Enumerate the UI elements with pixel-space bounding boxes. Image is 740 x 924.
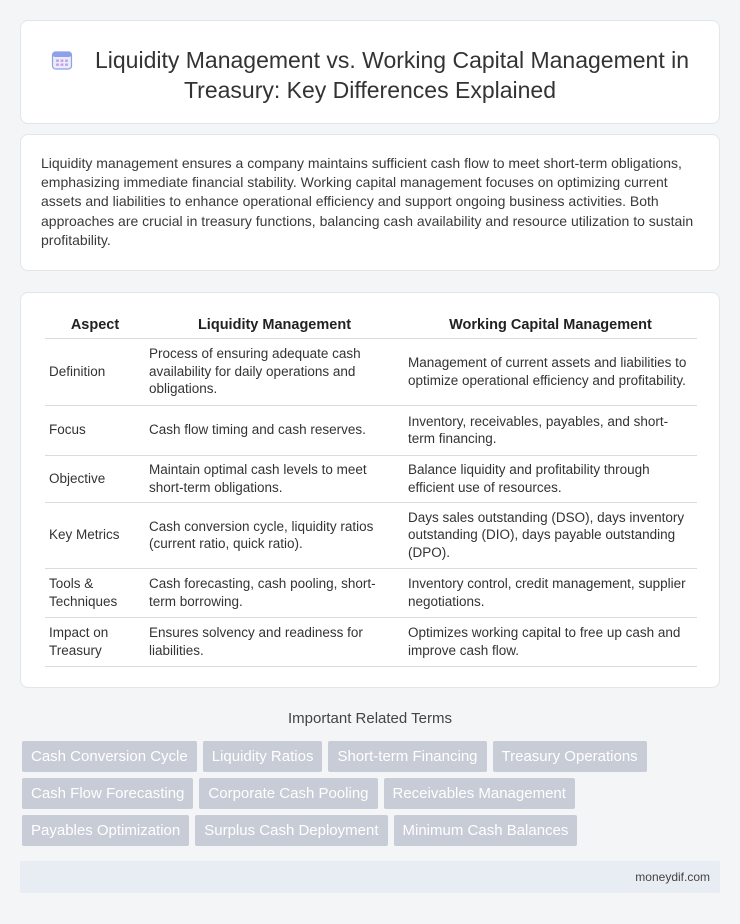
tag-row — [22, 778, 722, 809]
table-row — [45, 617, 697, 666]
table-row — [45, 502, 697, 568]
tag-row — [22, 741, 722, 772]
tag-liquidity-ratios[interactable]: Liquidity Ratios — [203, 741, 323, 772]
header-liquidity: Liquidity Management — [145, 315, 404, 338]
tag-receivables-management[interactable]: Receivables Management — [384, 778, 575, 809]
title-text: Liquidity Management vs. Working Capital Management in Treasury: Key Differences Explained — [94, 47, 690, 103]
page-title — [21, 45, 719, 105]
footer — [20, 861, 720, 893]
table-header-row — [45, 315, 697, 338]
tag-cash-flow-forecasting[interactable]: Cash Flow Forecasting — [22, 778, 193, 809]
working-capital-cell: Balance liquidity and profitability through efficient use of resources. — [404, 455, 697, 502]
tag-cash-conversion-cycle[interactable]: Cash Conversion Cycle — [22, 741, 197, 772]
aspect-cell: Tools & Techniques — [45, 568, 145, 617]
working-capital-cell: Management of current assets and liabilities to optimize operational efficiency and profitability. — [404, 338, 697, 405]
aspect-cell: Impact on Treasury — [45, 617, 145, 666]
calendar-icon — [51, 49, 73, 71]
working-capital-cell: Inventory control, credit management, supplier negotiations. — [404, 568, 697, 617]
table-row — [45, 455, 697, 502]
liquidity-cell: Cash conversion cycle, liquidity ratios (current ratio, quick ratio). — [145, 502, 404, 568]
aspect-cell: Focus — [45, 405, 145, 455]
table-row — [45, 568, 697, 617]
working-capital-cell: Optimizes working capital to free up cash and improve cash flow. — [404, 617, 697, 666]
working-capital-cell: Days sales outstanding (DSO), days inventory outstanding (DIO), days payable outstanding (DPO). — [404, 502, 697, 568]
liquidity-cell: Ensures solvency and readiness for liabilities. — [145, 617, 404, 666]
liquidity-cell: Maintain optimal cash levels to meet short-term obligations. — [145, 455, 404, 502]
comparison-card — [20, 292, 720, 688]
header-working-capital: Working Capital Management — [404, 315, 697, 338]
tag-row — [22, 815, 722, 846]
title-card — [20, 20, 720, 124]
table-row — [45, 338, 697, 405]
aspect-cell: Key Metrics — [45, 502, 145, 568]
intro-card — [20, 134, 720, 271]
intro-paragraph: Liquidity management ensures a company maintains sufficient cash flow to meet short-term obligations, emphasizing immediate financial stability. Working capital management focuses on optimizing current assets and liabilities to enhance operational efficiency and support ongoing business activities. Both approaches are crucial in treasury functions, balancing cash availability and resource utilization to sustain profitability. — [41, 155, 694, 248]
header-aspect: Aspect — [45, 315, 145, 338]
tag-surplus-cash-deployment[interactable]: Surplus Cash Deployment — [195, 815, 387, 846]
tag-minimum-cash-balances[interactable]: Minimum Cash Balances — [394, 815, 578, 846]
aspect-cell: Definition — [45, 338, 145, 405]
table-row — [45, 405, 697, 455]
liquidity-cell: Process of ensuring adequate cash availability for daily operations and obligations. — [145, 338, 404, 405]
related-terms — [22, 741, 722, 852]
liquidity-cell: Cash flow timing and cash reserves. — [145, 405, 404, 455]
tag-corporate-cash-pooling[interactable]: Corporate Cash Pooling — [199, 778, 377, 809]
aspect-cell: Objective — [45, 455, 145, 502]
tag-payables-optimization[interactable]: Payables Optimization — [22, 815, 189, 846]
tag-short-term-financing[interactable]: Short-term Financing — [328, 741, 486, 772]
working-capital-cell: Inventory, receivables, payables, and short-term financing. — [404, 405, 697, 455]
comparison-table — [45, 315, 697, 667]
related-terms-heading: Important Related Terms — [288, 710, 452, 727]
liquidity-cell: Cash forecasting, cash pooling, short-term borrowing. — [145, 568, 404, 617]
footer-site[interactable]: moneydif.com — [635, 870, 710, 884]
tag-treasury-operations[interactable]: Treasury Operations — [493, 741, 647, 772]
